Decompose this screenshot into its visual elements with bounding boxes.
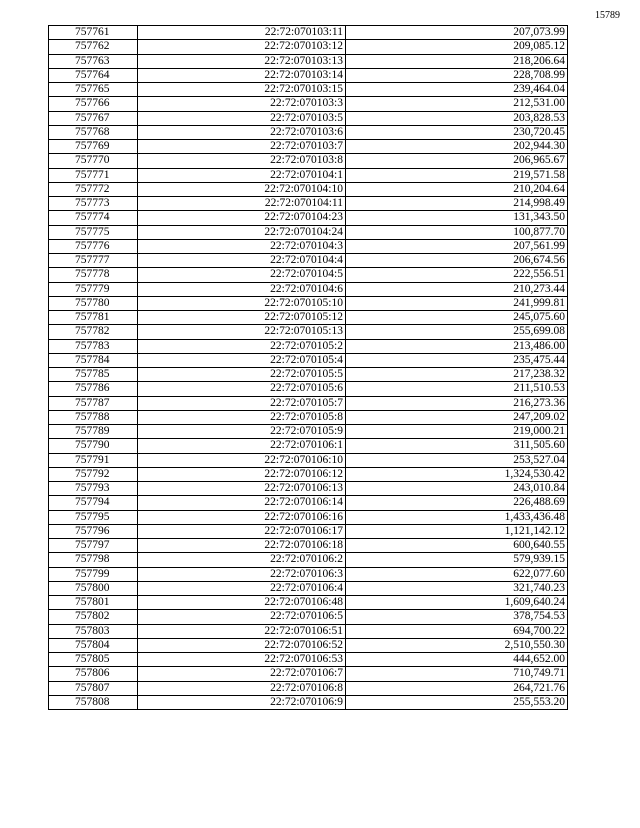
table-body (49, 26, 568, 710)
value-cell: 710,749.71 (346, 667, 568, 681)
row-number-cell: 757771 (49, 168, 138, 182)
table-row (49, 653, 568, 667)
row-number-cell: 757778 (49, 268, 138, 282)
row-number-cell: 757791 (49, 453, 138, 467)
table-row (49, 681, 568, 695)
row-number-cell: 757797 (49, 539, 138, 553)
cadastral-number-cell: 22:72:070104:4 (138, 254, 346, 268)
row-number-cell: 757779 (49, 282, 138, 296)
value-cell: 207,073.99 (346, 26, 568, 40)
row-number-cell: 757795 (49, 510, 138, 524)
cadastral-number-cell: 22:72:070106:9 (138, 695, 346, 709)
cadastral-number-cell: 22:72:070103:15 (138, 83, 346, 97)
cadastral-number-cell: 22:72:070106:3 (138, 567, 346, 581)
row-number-cell: 757768 (49, 125, 138, 139)
table-row (49, 596, 568, 610)
row-number-cell: 757762 (49, 40, 138, 54)
value-cell: 622,077.60 (346, 567, 568, 581)
row-number-cell: 757775 (49, 225, 138, 239)
row-number-cell: 757782 (49, 325, 138, 339)
row-number-cell: 757790 (49, 439, 138, 453)
value-cell: 219,000.21 (346, 425, 568, 439)
value-cell: 230,720.45 (346, 125, 568, 139)
value-cell: 210,204.64 (346, 182, 568, 196)
row-number-cell: 757783 (49, 339, 138, 353)
row-number-cell: 757777 (49, 254, 138, 268)
registry-table (48, 25, 568, 710)
value-cell: 235,475.44 (346, 353, 568, 367)
value-cell: 255,699.08 (346, 325, 568, 339)
table-row (49, 68, 568, 82)
table-row (49, 325, 568, 339)
value-cell: 1,324,530.42 (346, 467, 568, 481)
value-cell: 264,721.76 (346, 681, 568, 695)
table-row (49, 168, 568, 182)
cadastral-number-cell: 22:72:070104:6 (138, 282, 346, 296)
row-number-cell: 757801 (49, 596, 138, 610)
cadastral-number-cell: 22:72:070104:3 (138, 239, 346, 253)
table-row (49, 567, 568, 581)
table-row (49, 638, 568, 652)
cadastral-number-cell: 22:72:070106:14 (138, 496, 346, 510)
cadastral-number-cell: 22:72:070105:10 (138, 296, 346, 310)
cadastral-number-cell: 22:72:070106:18 (138, 539, 346, 553)
value-cell: 131,343.50 (346, 211, 568, 225)
cadastral-number-cell: 22:72:070105:7 (138, 396, 346, 410)
value-cell: 600,640.55 (346, 539, 568, 553)
value-cell: 217,238.32 (346, 368, 568, 382)
value-cell: 213,486.00 (346, 339, 568, 353)
row-number-cell: 757770 (49, 154, 138, 168)
table-row (49, 425, 568, 439)
row-number-cell: 757807 (49, 681, 138, 695)
table-row (49, 225, 568, 239)
cadastral-number-cell: 22:72:070106:4 (138, 581, 346, 595)
table-row (49, 524, 568, 538)
cadastral-number-cell: 22:72:070106:52 (138, 638, 346, 652)
row-number-cell: 757804 (49, 638, 138, 652)
value-cell: 218,206.64 (346, 54, 568, 68)
cadastral-number-cell: 22:72:070104:5 (138, 268, 346, 282)
row-number-cell: 757772 (49, 182, 138, 196)
value-cell: 219,571.58 (346, 168, 568, 182)
value-cell: 1,121,142.12 (346, 524, 568, 538)
cadastral-number-cell: 22:72:070104:23 (138, 211, 346, 225)
cadastral-number-cell: 22:72:070104:10 (138, 182, 346, 196)
value-cell: 209,085.12 (346, 40, 568, 54)
table-row (49, 54, 568, 68)
cadastral-number-cell: 22:72:070103:14 (138, 68, 346, 82)
cadastral-number-cell: 22:72:070104:24 (138, 225, 346, 239)
cadastral-number-cell: 22:72:070103:7 (138, 140, 346, 154)
value-cell: 202,944.30 (346, 140, 568, 154)
table-row (49, 510, 568, 524)
row-number-cell: 757802 (49, 610, 138, 624)
value-cell: 206,965.67 (346, 154, 568, 168)
table-row (49, 111, 568, 125)
value-cell: 444,652.00 (346, 653, 568, 667)
value-cell: 211,510.53 (346, 382, 568, 396)
table-row (49, 339, 568, 353)
value-cell: 216,273.36 (346, 396, 568, 410)
table-row (49, 125, 568, 139)
cadastral-number-cell: 22:72:070103:11 (138, 26, 346, 40)
value-cell: 255,553.20 (346, 695, 568, 709)
table-row (49, 695, 568, 709)
row-number-cell: 757800 (49, 581, 138, 595)
cadastral-number-cell: 22:72:070105:2 (138, 339, 346, 353)
value-cell: 1,433,436.48 (346, 510, 568, 524)
row-number-cell: 757806 (49, 667, 138, 681)
table-row (49, 439, 568, 453)
cadastral-number-cell: 22:72:070103:8 (138, 154, 346, 168)
value-cell: 206,674.56 (346, 254, 568, 268)
table-row (49, 496, 568, 510)
table-row (49, 396, 568, 410)
value-cell: 241,999.81 (346, 296, 568, 310)
row-number-cell: 757769 (49, 140, 138, 154)
value-cell: 239,464.04 (346, 83, 568, 97)
value-cell: 378,754.53 (346, 610, 568, 624)
table-row (49, 197, 568, 211)
cadastral-number-cell: 22:72:070105:12 (138, 311, 346, 325)
cadastral-number-cell: 22:72:070106:17 (138, 524, 346, 538)
value-cell: 100,877.70 (346, 225, 568, 239)
row-number-cell: 757794 (49, 496, 138, 510)
cadastral-number-cell: 22:72:070105:5 (138, 368, 346, 382)
cadastral-number-cell: 22:72:070106:1 (138, 439, 346, 453)
table-row (49, 211, 568, 225)
table-row (49, 26, 568, 40)
value-cell: 311,505.60 (346, 439, 568, 453)
table-row (49, 467, 568, 481)
table-row (49, 410, 568, 424)
row-number-cell: 757766 (49, 97, 138, 111)
row-number-cell: 757765 (49, 83, 138, 97)
value-cell: 321,740.23 (346, 581, 568, 595)
table-row (49, 140, 568, 154)
cadastral-number-cell: 22:72:070105:9 (138, 425, 346, 439)
cadastral-number-cell: 22:72:070106:53 (138, 653, 346, 667)
table-row (49, 154, 568, 168)
row-number-cell: 757774 (49, 211, 138, 225)
table-row (49, 282, 568, 296)
row-number-cell: 757784 (49, 353, 138, 367)
cadastral-number-cell: 22:72:070105:4 (138, 353, 346, 367)
row-number-cell: 757773 (49, 197, 138, 211)
value-cell: 579,939.15 (346, 553, 568, 567)
row-number-cell: 757785 (49, 368, 138, 382)
row-number-cell: 757764 (49, 68, 138, 82)
row-number-cell: 757789 (49, 425, 138, 439)
cadastral-number-cell: 22:72:070106:48 (138, 596, 346, 610)
value-cell: 207,561.99 (346, 239, 568, 253)
row-number-cell: 757776 (49, 239, 138, 253)
cadastral-number-cell: 22:72:070106:8 (138, 681, 346, 695)
row-number-cell: 757793 (49, 482, 138, 496)
cadastral-number-cell: 22:72:070103:6 (138, 125, 346, 139)
row-number-cell: 757792 (49, 467, 138, 481)
row-number-cell: 757788 (49, 410, 138, 424)
cadastral-number-cell: 22:72:070106:2 (138, 553, 346, 567)
value-cell: 247,209.02 (346, 410, 568, 424)
row-number-cell: 757780 (49, 296, 138, 310)
table-row (49, 40, 568, 54)
table-row (49, 296, 568, 310)
cadastral-number-cell: 22:72:070105:6 (138, 382, 346, 396)
table-row (49, 97, 568, 111)
cadastral-number-cell: 22:72:070106:16 (138, 510, 346, 524)
table-row (49, 368, 568, 382)
table-row (49, 353, 568, 367)
cadastral-number-cell: 22:72:070105:8 (138, 410, 346, 424)
value-cell: 253,527.04 (346, 453, 568, 467)
cadastral-number-cell: 22:72:070104:11 (138, 197, 346, 211)
row-number-cell: 757805 (49, 653, 138, 667)
row-number-cell: 757761 (49, 26, 138, 40)
value-cell: 243,010.84 (346, 482, 568, 496)
table-row (49, 453, 568, 467)
cadastral-number-cell: 22:72:070103:3 (138, 97, 346, 111)
row-number-cell: 757796 (49, 524, 138, 538)
table-row (49, 182, 568, 196)
table-row (49, 581, 568, 595)
cadastral-number-cell: 22:72:070104:1 (138, 168, 346, 182)
table-row (49, 239, 568, 253)
row-number-cell: 757767 (49, 111, 138, 125)
value-cell: 694,700.22 (346, 624, 568, 638)
table-row (49, 667, 568, 681)
cadastral-number-cell: 22:72:070105:13 (138, 325, 346, 339)
row-number-cell: 757808 (49, 695, 138, 709)
cadastral-number-cell: 22:72:070106:13 (138, 482, 346, 496)
row-number-cell: 757803 (49, 624, 138, 638)
row-number-cell: 757787 (49, 396, 138, 410)
value-cell: 245,075.60 (346, 311, 568, 325)
row-number-cell: 757763 (49, 54, 138, 68)
cadastral-number-cell: 22:72:070106:7 (138, 667, 346, 681)
cadastral-number-cell: 22:72:070106:10 (138, 453, 346, 467)
table-row (49, 482, 568, 496)
cadastral-number-cell: 22:72:070103:5 (138, 111, 346, 125)
page-number: 15789 (595, 10, 620, 21)
row-number-cell: 757799 (49, 567, 138, 581)
value-cell: 228,708.99 (346, 68, 568, 82)
table-row (49, 539, 568, 553)
table-row (49, 83, 568, 97)
row-number-cell: 757786 (49, 382, 138, 396)
value-cell: 2,510,550.30 (346, 638, 568, 652)
value-cell: 226,488.69 (346, 496, 568, 510)
table-row (49, 382, 568, 396)
row-number-cell: 757781 (49, 311, 138, 325)
value-cell: 203,828.53 (346, 111, 568, 125)
table-row (49, 311, 568, 325)
cadastral-number-cell: 22:72:070103:13 (138, 54, 346, 68)
value-cell: 214,998.49 (346, 197, 568, 211)
cadastral-number-cell: 22:72:070106:12 (138, 467, 346, 481)
row-number-cell: 757798 (49, 553, 138, 567)
value-cell: 212,531.00 (346, 97, 568, 111)
value-cell: 222,556.51 (346, 268, 568, 282)
cadastral-number-cell: 22:72:070103:12 (138, 40, 346, 54)
value-cell: 210,273.44 (346, 282, 568, 296)
table-row (49, 553, 568, 567)
cadastral-number-cell: 22:72:070106:5 (138, 610, 346, 624)
value-cell: 1,609,640.24 (346, 596, 568, 610)
table-row (49, 624, 568, 638)
table-row (49, 610, 568, 624)
table-row (49, 254, 568, 268)
cadastral-number-cell: 22:72:070106:51 (138, 624, 346, 638)
table-row (49, 268, 568, 282)
